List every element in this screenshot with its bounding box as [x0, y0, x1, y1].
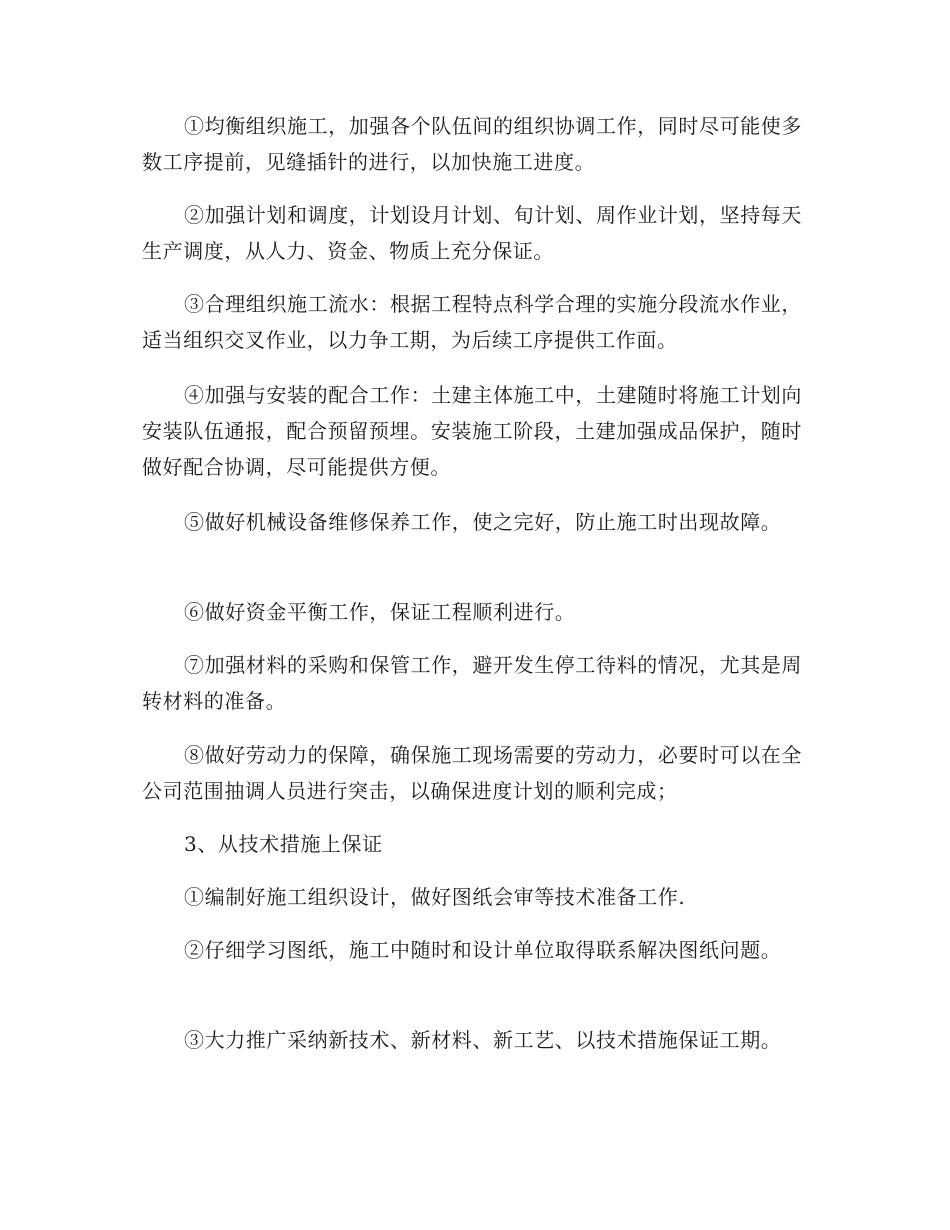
paragraph-5: ⑤做好机械设备维修保养工作，使之完好，防止施工时出现故障。 [184, 510, 782, 534]
paragraph-2: ②加强计划和调度，计划设月计划、旬计划、周作业计划，坚持每天生产调度，从人力、资金、物质上充分保证。 [142, 203, 802, 263]
paragraph-11: ③大力推广采纳新技术、新材料、新工艺、以技术措施保证工期。 [184, 1028, 782, 1052]
paragraph-4: ④加强与安装的配合工作：土建主体施工中，土建随时将施工计划向安装队伍通报，配合预留预埋。安装施工阶段，土建加强成品保护，随时做好配合协调，尽可能提供方便。 [142, 383, 802, 479]
paragraph-3: ③合理组织施工流水：根据工程特点科学合理的实施分段流水作业，适当组织交叉作业，以力争工期，为后续工序提供工作面。 [142, 292, 802, 352]
paragraph-7: ⑦加强材料的采购和保管工作，避开发生停工待料的情况，尤其是周转材料的准备。 [142, 653, 802, 713]
paragraph-8: ⑧做好劳动力的保障，确保施工现场需要的劳动力，必要时可以在全公司范围抽调人员进行突击，以确保进度计划的顺利完成； [142, 743, 802, 803]
paragraph-6: ⑥做好资金平衡工作，保证工程顺利进行。 [184, 600, 576, 624]
paragraph-9: ①编制好施工组织设计，做好图纸会审等技术准备工作. [184, 885, 686, 909]
paragraph-10: ②仔细学习图纸，施工中随时和设计单位取得联系解决图纸问题。 [184, 938, 782, 962]
section-heading: 3、从技术措施上保证 [184, 832, 383, 856]
paragraph-1: ①均衡组织施工，加强各个队伍间的组织协调工作，同时尽可能使多数工序提前，见缝插针的进行，以加快施工进度。 [142, 114, 802, 174]
